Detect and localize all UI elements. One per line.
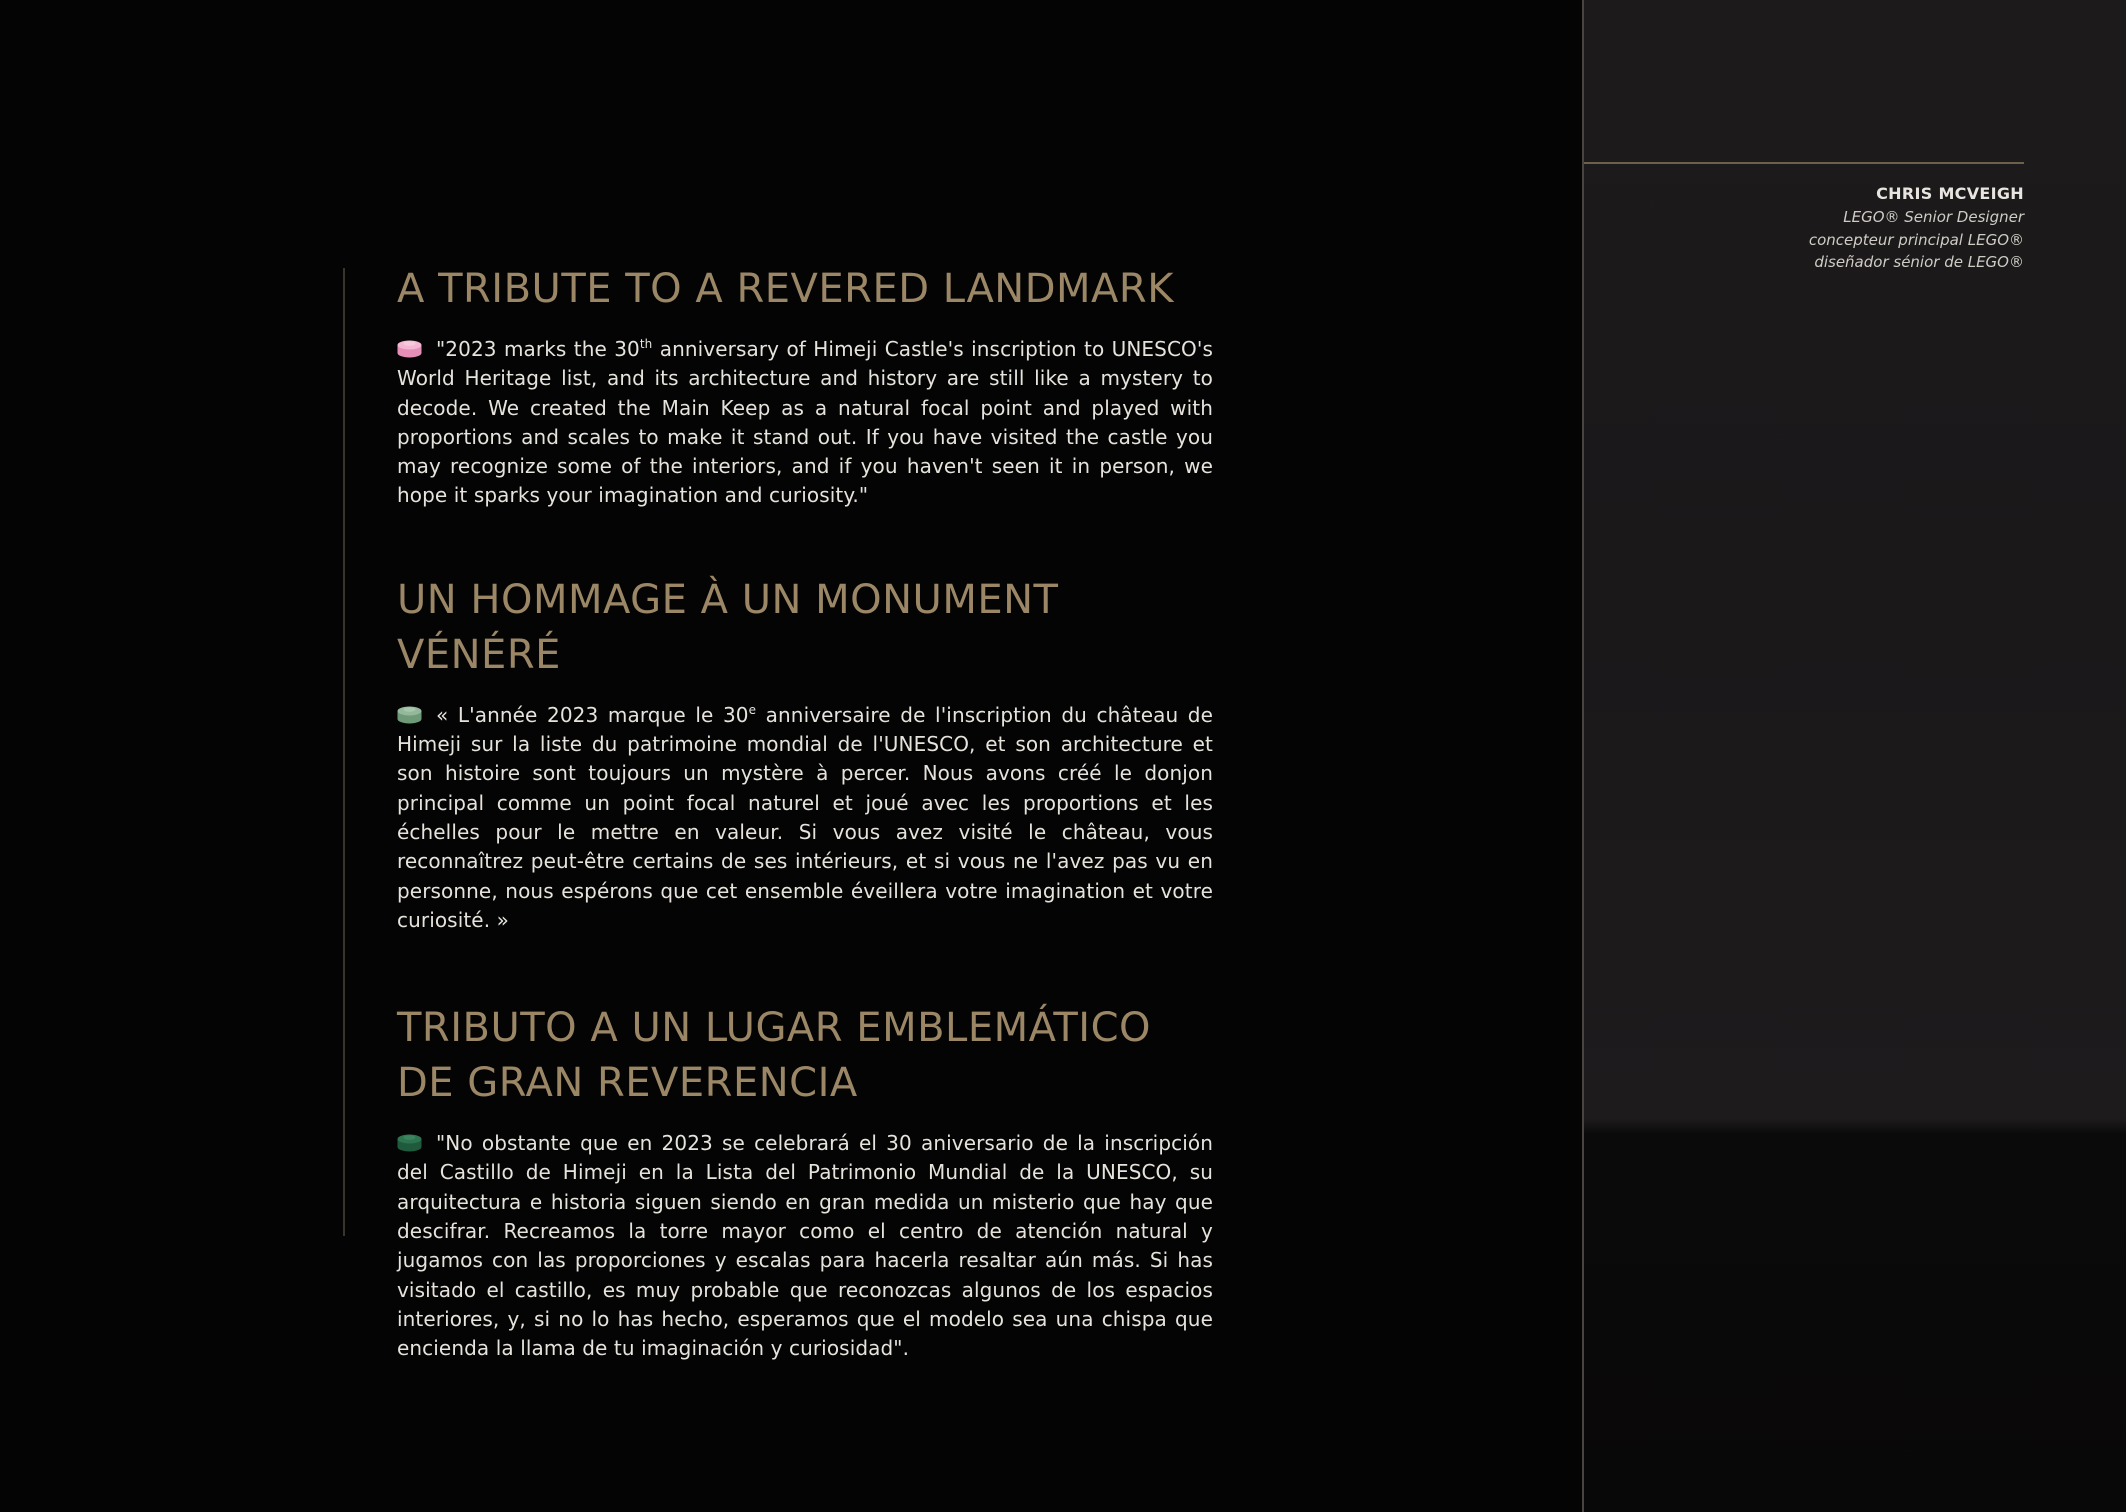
- body-english: "2023 marks the 30th anniversary of Himeji Castle's inscription to UNESCO's World Heritage list, and its architecture and history are still like a mystery to decode. We created the Main Keep as a natural focal point and played with proportions and scales to make it stand out. If you have visited the castle you may recognize some of the interiors, and if you haven't seen it in person, we hope it sparks your imagination and curiosity.": [397, 337, 1213, 508]
- heading-french: UN HOMMAGE À UN MONUMENT VÉNÉRÉ: [397, 576, 1059, 678]
- vertical-rule: [343, 268, 345, 1236]
- designer-role-en: LEGO® Senior Designer: [1843, 208, 2024, 226]
- section-french: [397, 573, 1213, 935]
- designer-caption: [1809, 182, 2024, 274]
- caption-rule: [1584, 162, 2024, 164]
- body-spanish: "No obstante que en 2023 se celebrará el 30 aniversario de la inscripción del Castillo de Himeji en la Lista del Patrimonio Mundial de la UNESCO, su arquitectura e historia siguen siendo en gran medida un misterio que hay que descifrar. Recreamos la torre mayor como el centro de atención natural y jugamos con las proporciones y escalas para hacerla resaltar aún más. Si has visitado el castillo, es muy probable que reconozcas algunos de los espacios interiores, y, si no lo has hecho, esperamos que el modelo sea una chispa que encienda la llama de tu imaginación y curiosidad".: [397, 1131, 1213, 1361]
- section-spanish: [397, 1001, 1213, 1363]
- pink-brick-icon: [397, 338, 422, 358]
- designer-name: CHRIS MCVEIGH: [1876, 184, 2024, 203]
- panel-divider: [1582, 0, 1584, 1512]
- body-french: « L'année 2023 marque le 30e anniversaire de l'inscription du château de Himeji sur la liste du patrimoine mondial de l'UNESCO, et son architecture et son histoire sont toujours un mystère à percer. Nous avons créé le donjon principal comme un point focal naturel et joué avec les proportions et les échelles pour le mettre en valeur. Si vous avez visité le château, vous reconnaîtrez peut-être certains de ses intérieurs, et si vous ne l'avez pas vu en personne, nous espérons que cet ensemble éveillera votre imagination et votre curiosité. »: [397, 702, 1213, 932]
- designer-role-fr: concepteur principal LEGO®: [1808, 230, 2024, 249]
- section-english: [397, 262, 1213, 511]
- heading-english: A TRIBUTE TO A REVERED LANDMARK: [397, 266, 1174, 312]
- designer-role-es: diseñador sénior de LEGO®: [1814, 253, 2024, 271]
- text-column: [397, 262, 1213, 1426]
- dark-green-brick-icon: [397, 1132, 422, 1152]
- heading-spanish: TRIBUTO A UN LUGAR EMBLEMÁTICO DE GRAN REVERENCIA: [397, 1005, 1152, 1107]
- green-brick-icon: [397, 704, 422, 724]
